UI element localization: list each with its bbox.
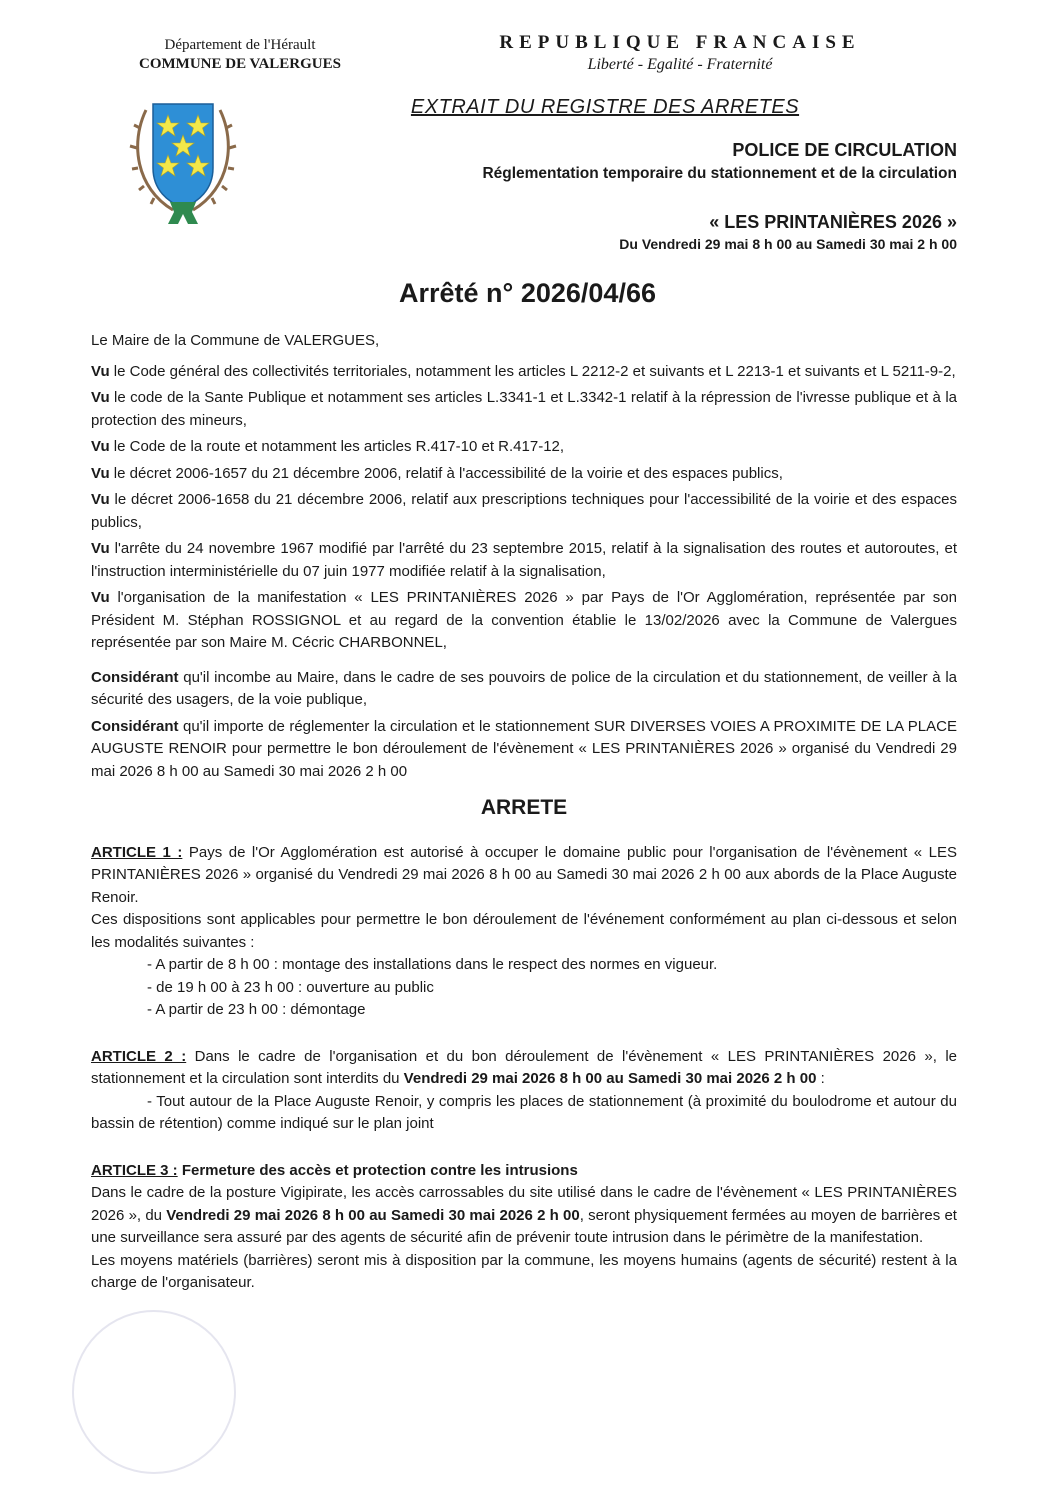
register-heading: EXTRAIT DU REGISTRE DES ARRETES	[410, 96, 800, 118]
shield-icon	[153, 104, 213, 208]
article-3-para2: Les moyens matériels (barrières) seront mis à disposition par la commune, les moyens humains (agents de sécurité) restent à la charge de l'organisateur.	[91, 1251, 957, 1291]
arrete-heading: ARRETE	[480, 796, 568, 819]
article-1-label: ARTICLE 1 :	[91, 843, 183, 861]
department-block	[100, 36, 380, 74]
event-dates: Du Vendredi 29 mai 8 h 00 au Samedi 30 mai 2 h 00	[619, 236, 957, 252]
article-3-para1: Dans le cadre de la posture Vigipirate, les accès carrossables du site utilisé dans le cadre de l'évènement « LES PRINTANIÈRES 2026 », du Vendredi 29 mai 2026 8 h 00 au Samedi 30 mai 2026 2 h 00, seront physiquement fermées au moyen de barrières et une surveillance sera assuré par des agents de sécurité afin de prévenir toute intrusion dans le périmètre de la manifestation.	[91, 1184, 957, 1246]
faded-stamp	[72, 1310, 236, 1474]
article-2: ARTICLE 2 : Dans le cadre de l'organisation et du bon déroulement de l'évènement « LES PRINTANIÈRES 2026 », le stationnement et la circulation sont interdits du Vendredi 29 mai 2026 8 h 00 au Samedi 30 mai 2026 2 h 00 :	[91, 1047, 958, 1087]
republic-title: REPUBLIQUE FRANCAISE	[499, 32, 861, 53]
article-3-title: Fermeture des accès et protection contre les intrusions	[177, 1161, 578, 1179]
ribbon-icon	[168, 202, 198, 224]
considerant-item: Considérant qu'il incombe au Maire, dans le cadre de ses pouvoirs de police de la circulation et du stationnement, de veiller à la sécurité des usagers, de la voie publique,	[91, 668, 957, 708]
article-1-para2: Ces dispositions sont applicables pour permettre le bon déroulement de l'événement conformément au plan ci-dessous et selon les modalités suivantes :	[91, 911, 957, 951]
article-1-item: - A partir de 23 h 00 : démontage	[147, 1001, 366, 1018]
republic-block	[400, 32, 960, 74]
commune-crest-logo	[128, 98, 238, 228]
commune-name: COMMUNE DE VALERGUES	[139, 56, 341, 72]
event-name: « LES PRINTANIÈRES 2026 »	[709, 212, 957, 232]
visa-item: Vu le Code général des collectivités territoriales, notamment les articles L 2212-2 et suivants et L 2213-1 et suivants et L 5211-9-2,	[91, 362, 956, 380]
article-2-label: ARTICLE 2 :	[91, 1047, 187, 1065]
considerant-item: Considérant qu'il importe de réglementer la circulation et le stationnement SUR DIVERSES VOIES A PROXIMITE DE LA PLACE AUGUSTE RENOIR pour permettre le bon déroulement de l'évènement « LES PRINTANIÈRES 2026 » organisé du Vendredi 29 mai 2026 8 h 00 au Samedi 30 mai 2026 2 h 00	[91, 717, 957, 780]
visa-item: Vu le code de la Sante Publique et notamment ses articles L.3341-1 et L.3342-1 relatif à la répression de l'ivresse publique et à la protection des mineurs,	[91, 389, 957, 429]
document-body	[91, 330, 957, 1295]
article-1: ARTICLE 1 : Pays de l'Or Agglomération est autorisé à occuper le domaine public pour l'organisation de l'évènement « LES PRINTANIÈRES 2026 » organisé du Vendredi 29 mai 2026 8 h 00 au Samedi 30 mai 2026 2 h 00 aux abords de la Place Auguste Renoir.	[91, 843, 958, 906]
subject-title: POLICE DE CIRCULATION	[732, 140, 957, 160]
article-1-item: - de 19 h 00 à 23 h 00 : ouverture au public	[147, 978, 434, 996]
visa-item: Vu le Code de la route et notamment les articles R.417-10 et R.417-12,	[91, 438, 565, 455]
visa-item: Vu le décret 2006-1657 du 21 décembre 2006, relatif à l'accessibilité de la voirie et des espaces publics,	[91, 464, 783, 482]
visa-item: Vu l'arrête du 24 novembre 1967 modifié par l'arrêté du 23 septembre 2015, relatif à la signalisation des routes et autoroutes, et l'instruction interministérielle du 07 juin 1977 modifiée relatif à la signalisation,	[91, 540, 957, 580]
article-3	[91, 1160, 957, 1183]
article-2-item: - Tout autour de la Place Auguste Renoir, y compris les places de stationnement (à proximité du boulodrome et autour du bassin de rétention) comme indiqué sur le plan joint	[91, 1092, 957, 1132]
intro-line: Le Maire de la Commune de VALERGUES,	[91, 332, 380, 349]
subject-subtitle: Réglementation temporaire du stationnement et de la circulation	[482, 165, 957, 182]
republic-motto: Liberté - Egalité - Fraternité	[587, 56, 773, 73]
visa-item: Vu le décret 2006-1658 du 21 décembre 2006, relatif aux prescriptions techniques pour l'accessibilité de la voirie et des espaces publics,	[91, 491, 957, 531]
arrete-number: Arrêté n° 2026/04/66	[399, 278, 656, 308]
department-name: Département de l'Hérault	[164, 37, 316, 53]
article-3-label: ARTICLE 3 :	[91, 1161, 178, 1179]
visa-item: Vu l'organisation de la manifestation « LES PRINTANIÈRES 2026 » par Pays de l'Or Agglomération, représentée par son Président M. Stéphan ROSSIGNOL et au regard de la convention établie le 13/02/2026 avec la Commune de Valergues représentée par son Maire M. Cécric CHARBONNEL,	[91, 589, 957, 651]
article-1-item: - A partir de 8 h 00 : montage des installations dans le respect des normes en vigueur.	[147, 956, 718, 973]
